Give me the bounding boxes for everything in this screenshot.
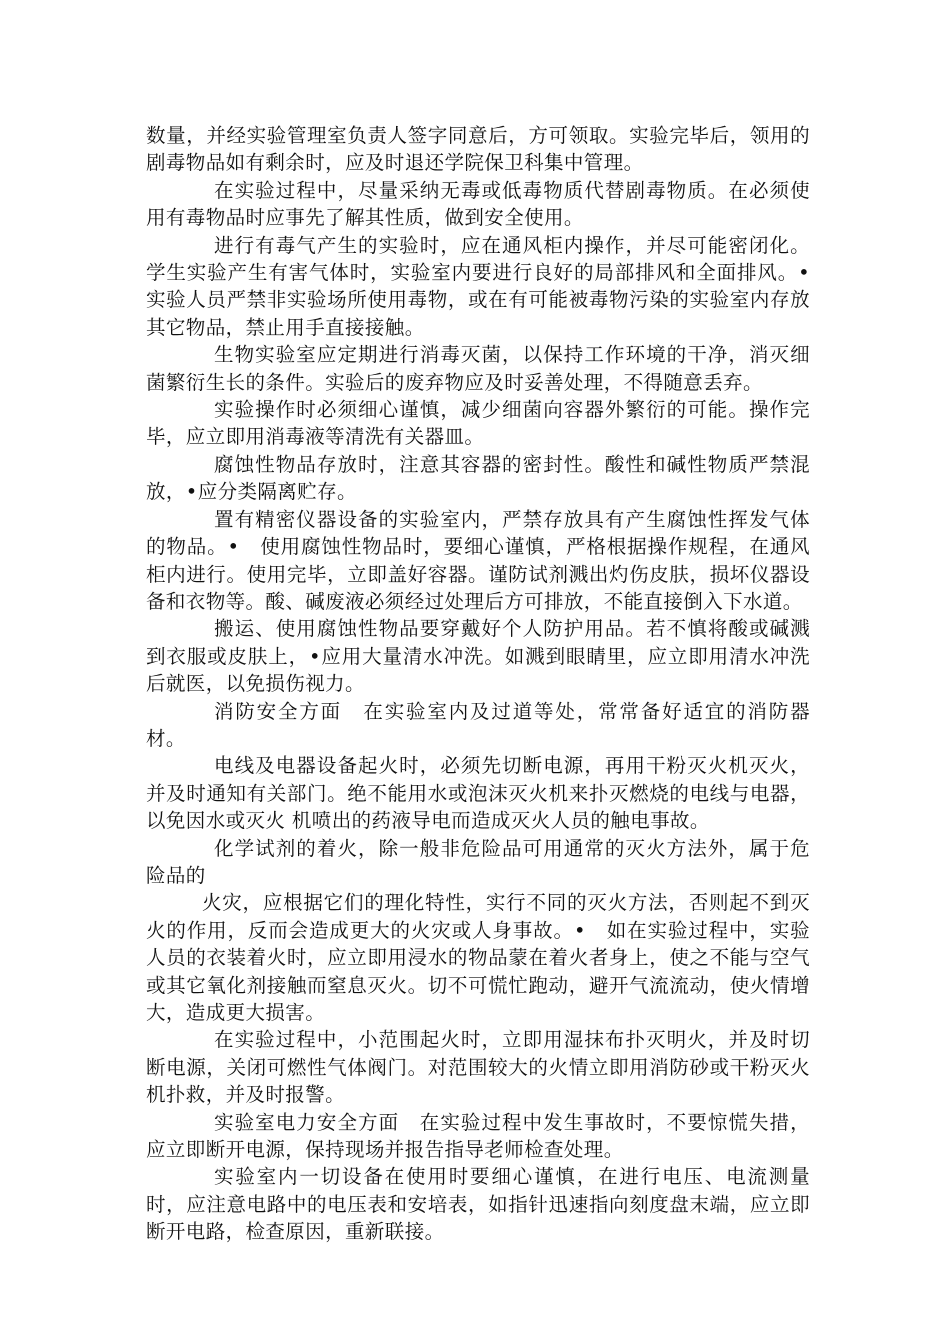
- paragraph-fire-safety: 消防安全方面 在实验室内及过道等处，常常备好适宜的消防器材。: [146, 699, 810, 750]
- paragraph-corrosive-protection: 搬运、使用腐蚀性物品要穿戴好个人防护用品。若不慎将酸或碱溅到衣服或皮肤上，•应用大量清水冲洗。如溅到眼睛里，应立即用清水冲洗后就医，以免损伤视力。: [146, 617, 810, 696]
- paragraph-precision-instruments: 置有精密仪器设备的实验室内，严禁存放具有产生腐蚀性挥发气体的物品。• 使用腐蚀性物品时，要细心谨慎，严格根据操作规程，在通风柜内进行。使用完毕，立即盖好容器。谨防试剂溅出灼伤皮肤，损坏仪器设备和衣物等。酸、碱废液必须经过处理后方可排放，不能直接倒入下水道。: [146, 507, 810, 613]
- paragraph-careful-operation: 实验操作时必须细心谨慎，减少细菌向容器外繁衍的可能。操作完毕，应立即用消毒液等清洗有关器皿。: [146, 398, 810, 449]
- paragraph-biology-disinfection: 生物实验室应定期进行消毒灭菌，以保持工作环境的干净，消灭细菌繁衍生长的条件。实验后的废弃物应及时妥善处理，不得随意丢弃。: [146, 343, 810, 394]
- paragraph-substitute-toxic: 在实验过程中，尽量采纳无毒或低毒物质代替剧毒物质。在必须使用有毒物品时应事先了解其性质，做到安全使用。: [146, 178, 810, 230]
- paragraph-corrosive-storage: 腐蚀性物品存放时，注意其容器的密封性。酸性和碱性物质严禁混放，•应分类隔离贮存。: [146, 452, 810, 504]
- paragraph-small-fire: 在实验过程中，小范围起火时，立即用湿抹布扑灭明火，并及时切断电源，关闭可燃性气体阀门。对范围较大的火情立即用消防砂或干粉灭火机扑救，并及时报警。: [146, 1028, 810, 1107]
- paragraph-toxic-gas: 进行有毒气产生的实验时，应在通风柜内操作，并尽可能密闭化。学生实验产生有害气体时，实验室内要进行良好的局部排风和全面排风。• 实验人员严禁非实验场所使用毒物，或在有可能被毒物污染的实验室内存放其它物品，禁止用手直接接触。: [146, 233, 830, 339]
- paragraph-electrical-fire: 电线及电器设备起火时，必须先切断电源，再用干粉灭火机灭火，并及时通知有关部门。绝不能用水或泡沫灭火机来扑灭燃烧的电线与电器，以免因水或灭火 机喷出的药液导电而造成灭火人员的触电事故。: [146, 754, 810, 833]
- document-body: [146, 122, 830, 1246]
- paragraph-equipment-measurement: 实验室内一切设备在使用时要细心谨慎，在进行电压、电流测量时，应注意电路中的电压表和安培表，如指针迅速指向刻度盘末端，应立即断开电路，检查原因，重新联接。: [146, 1165, 810, 1244]
- paragraph-electrical-safety: 实验室电力安全方面 在实验过程中发生事故时，不要惊慌失措，应立即断开电源，保持现场并报告指导老师检查处理。: [146, 1110, 810, 1162]
- paragraph-poison-collection: 数量，并经实验管理室负责人签字同意后，方可领取。实验完毕后，领用的剧毒物品如有剩余时，应及时退还学院保卫科集中管理。: [146, 124, 810, 175]
- paragraph-fire-methods: 火灾，应根据它们的理化特性，实行不同的灭火方法，否则起不到灭火的作用，反而会造成更大的火灾或人身事故。• 如在实验过程中，实验人员的衣装着火时，应立即用浸水的物品蒙在着火者身上，使之不能与空气或其它氧化剂接触而窒息灭火。切不可慌忙跑动，避开气流流动，使火情增大，造成更大损害。: [146, 891, 810, 1024]
- paragraph-chemical-fire: 化学试剂的着火，除一般非危险品可用通常的灭火方法外，属于危险品的: [146, 836, 810, 887]
